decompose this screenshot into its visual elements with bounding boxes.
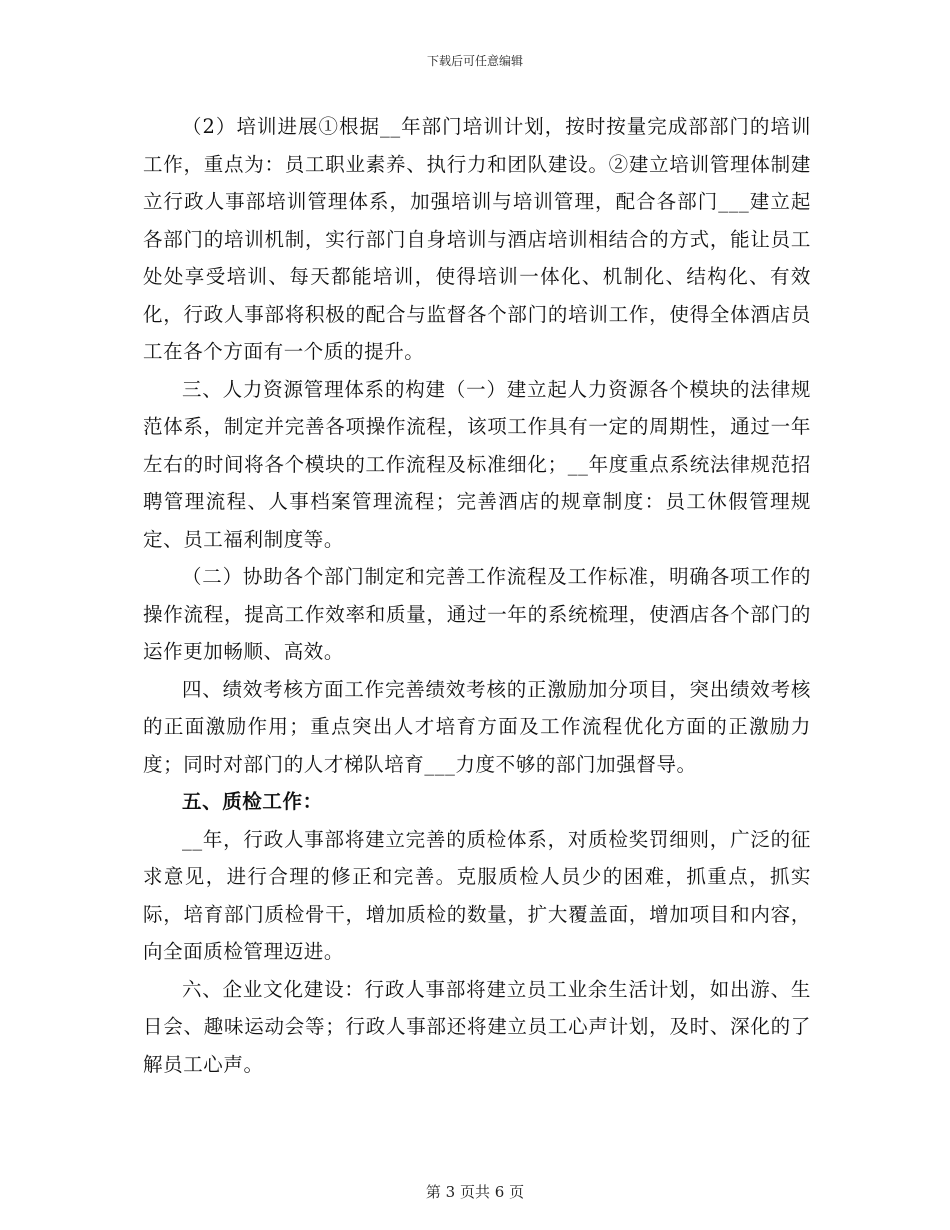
- paragraph-performance: 四、绩效考核方面工作完善绩效考核的正激励加分项目，突出绩效考核的正面激励作用；重点突出人才培育方面及工作流程优化方面的正激励力度；同时对部门的人才梯队培育___力度不够的部门加强督导。: [143, 677, 811, 776]
- paragraph-workflow: （二）协助各个部门制定和完善工作流程及工作标准，明确各项工作的操作流程，提高工作效率和质量，通过一年的系统梳理，使酒店各个部门的运作更加畅顺、高效。: [143, 565, 811, 663]
- paragraph-training-progress: （2）培训进展①根据__年部门培训计划，按时按量完成部部门的培训工作，重点为：员工职业素养、执行力和团队建设。②建立培训管理体制建立行政人事部培训管理体系，加强培训与培训管理，配合各部门___建立起各部门的培训机制，实行部门自身培训与酒店培训相结合的方式，能让员工处处享受培训、每天都能培训，使得培训一体化、机制化、结构化、有效化，行政人事部将积极的配合与监督各个部门的培训工作，使得全体酒店员工在各个方面有一个质的提升。: [143, 115, 811, 363]
- page-footer: 第 3 页共 6 页: [425, 1183, 525, 1201]
- paragraph-culture: 六、企业文化建设：行政人事部将建立员工业余生活计划，如出游、生日会、趣味运动会等；行政人事部还将建立员工心声计划，及时、深化的了解员工心声。: [143, 977, 811, 1076]
- section-heading-quality: 五、质检工作：: [182, 790, 323, 813]
- document-body: [143, 108, 811, 1083]
- paragraph-hr-system: 三、人力资源管理体系的构建（一）建立起人力资源各个模块的法律规范体系，制定并完善各项操作流程，该项工作具有一定的周期性，通过一年左右的时间将各个模块的工作流程及标准细化；__年度重点系统法律规范招聘管理流程、人事档案管理流程；完善酒店的规章制度：员工休假管理规定、员工福利制度等。: [143, 377, 811, 551]
- page-header: 下载后可任意编辑: [426, 54, 523, 68]
- paragraph-quality: __年，行政人事部将建立完善的质检体系，对质检奖罚细则，广泛的征求意见，进行合理的修正和完善。克服质检人员少的困难，抓重点，抓实际，培育部门质检骨干，增加质检的数量，扩大覆盖面，增加项目和内容，向全面质检管理迈进。: [143, 827, 811, 963]
